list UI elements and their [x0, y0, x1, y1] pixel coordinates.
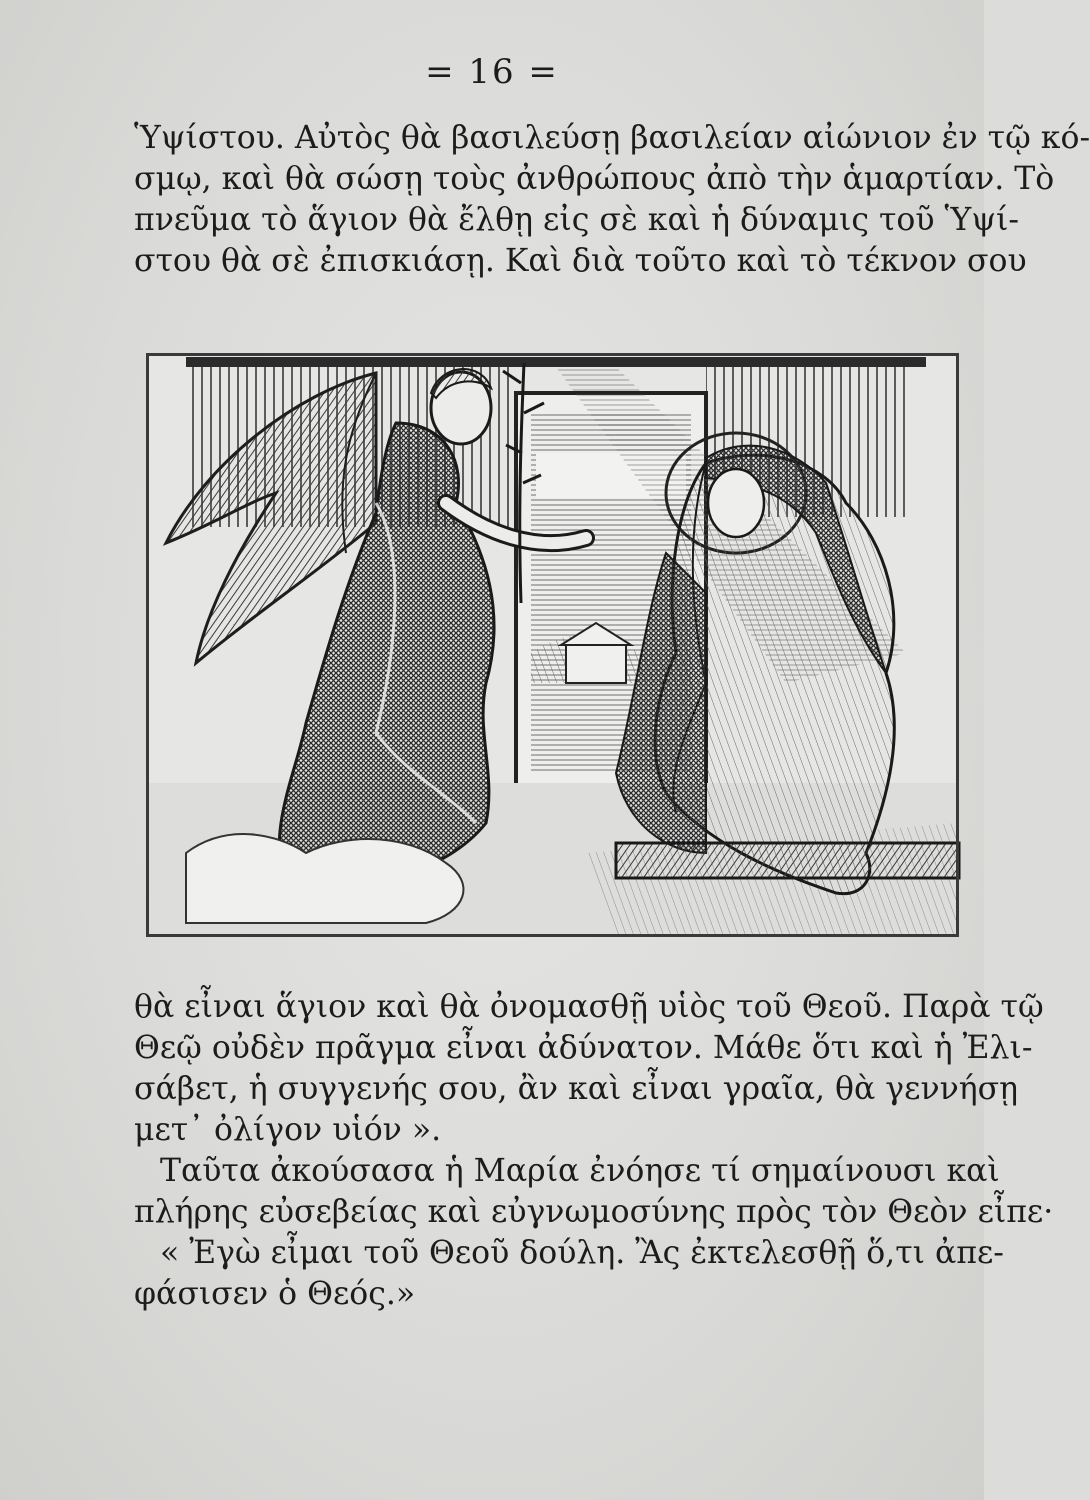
- text-line: « Ἐγὼ εἶμαι τοῦ Θεοῦ δούλη. Ἂς ἐκτελεσθῇ ὅ,τι ἀπε-: [160, 1235, 1004, 1271]
- text-line: φάσισεν ὁ Θεός.»: [134, 1276, 416, 1312]
- text-line: πνεῦμα τὸ ἅγιον θὰ ἔλθῃ εἰς σὲ καὶ ἡ δύναμις τοῦ Ὑψί-: [134, 202, 1020, 238]
- paragraph-before-illustration: [134, 118, 1090, 282]
- text-line: Ταῦτα ἀκούσασα ἡ Μαρία ἐνόησε τί σημαίνουσι καὶ: [160, 1153, 1000, 1189]
- text-line: Ὑψίστου. Αὐτὸς θὰ βασιλεύσῃ βασιλείαν αἰώνιον ἐν τῷ κό-: [134, 120, 1090, 156]
- distant-house: [566, 643, 626, 683]
- kneeling-bench: [616, 843, 959, 878]
- paragraph-after-illustration: [134, 987, 1044, 1151]
- page-number: = 16 =: [425, 52, 559, 92]
- text-line: σάβετ, ἡ συγγενής σου, ἂν καὶ εἶναι γραῖα, θὰ γεννήσῃ: [134, 1071, 1018, 1107]
- text-line: στου θὰ σὲ ἐπισκιάσῃ. Καὶ διὰ τοῦτο καὶ τὸ τέκνον σου: [134, 243, 1027, 279]
- text-line: μετ᾿ ὀλίγον υἱόν ».: [134, 1112, 442, 1148]
- text-line: πλήρης εὐσεβείας καὶ εὐγνωμοσύνης πρὸς τὸν Θεὸν εἶπε·: [134, 1194, 1054, 1230]
- text-line: θὰ εἶναι ἅγιον καὶ θὰ ὀνομασθῇ υἱὸς τοῦ Θεοῦ. Παρὰ τῷ: [134, 989, 1044, 1025]
- curtain-rod: [186, 357, 926, 367]
- text-line: Θεῷ οὐδὲν πρᾶγμα εἶναι ἀδύνατον. Μάθε ὅτι καὶ ἡ Ἐλι-: [134, 1030, 1033, 1066]
- paragraph-final: [134, 1151, 1054, 1315]
- annunciation-illustration: [146, 353, 959, 937]
- text-line: σμῳ, καὶ θὰ σώσῃ τοὺς ἀνθρώπους ἀπὸ τὴν ἁμαρτίαν. Τὸ: [134, 161, 1055, 197]
